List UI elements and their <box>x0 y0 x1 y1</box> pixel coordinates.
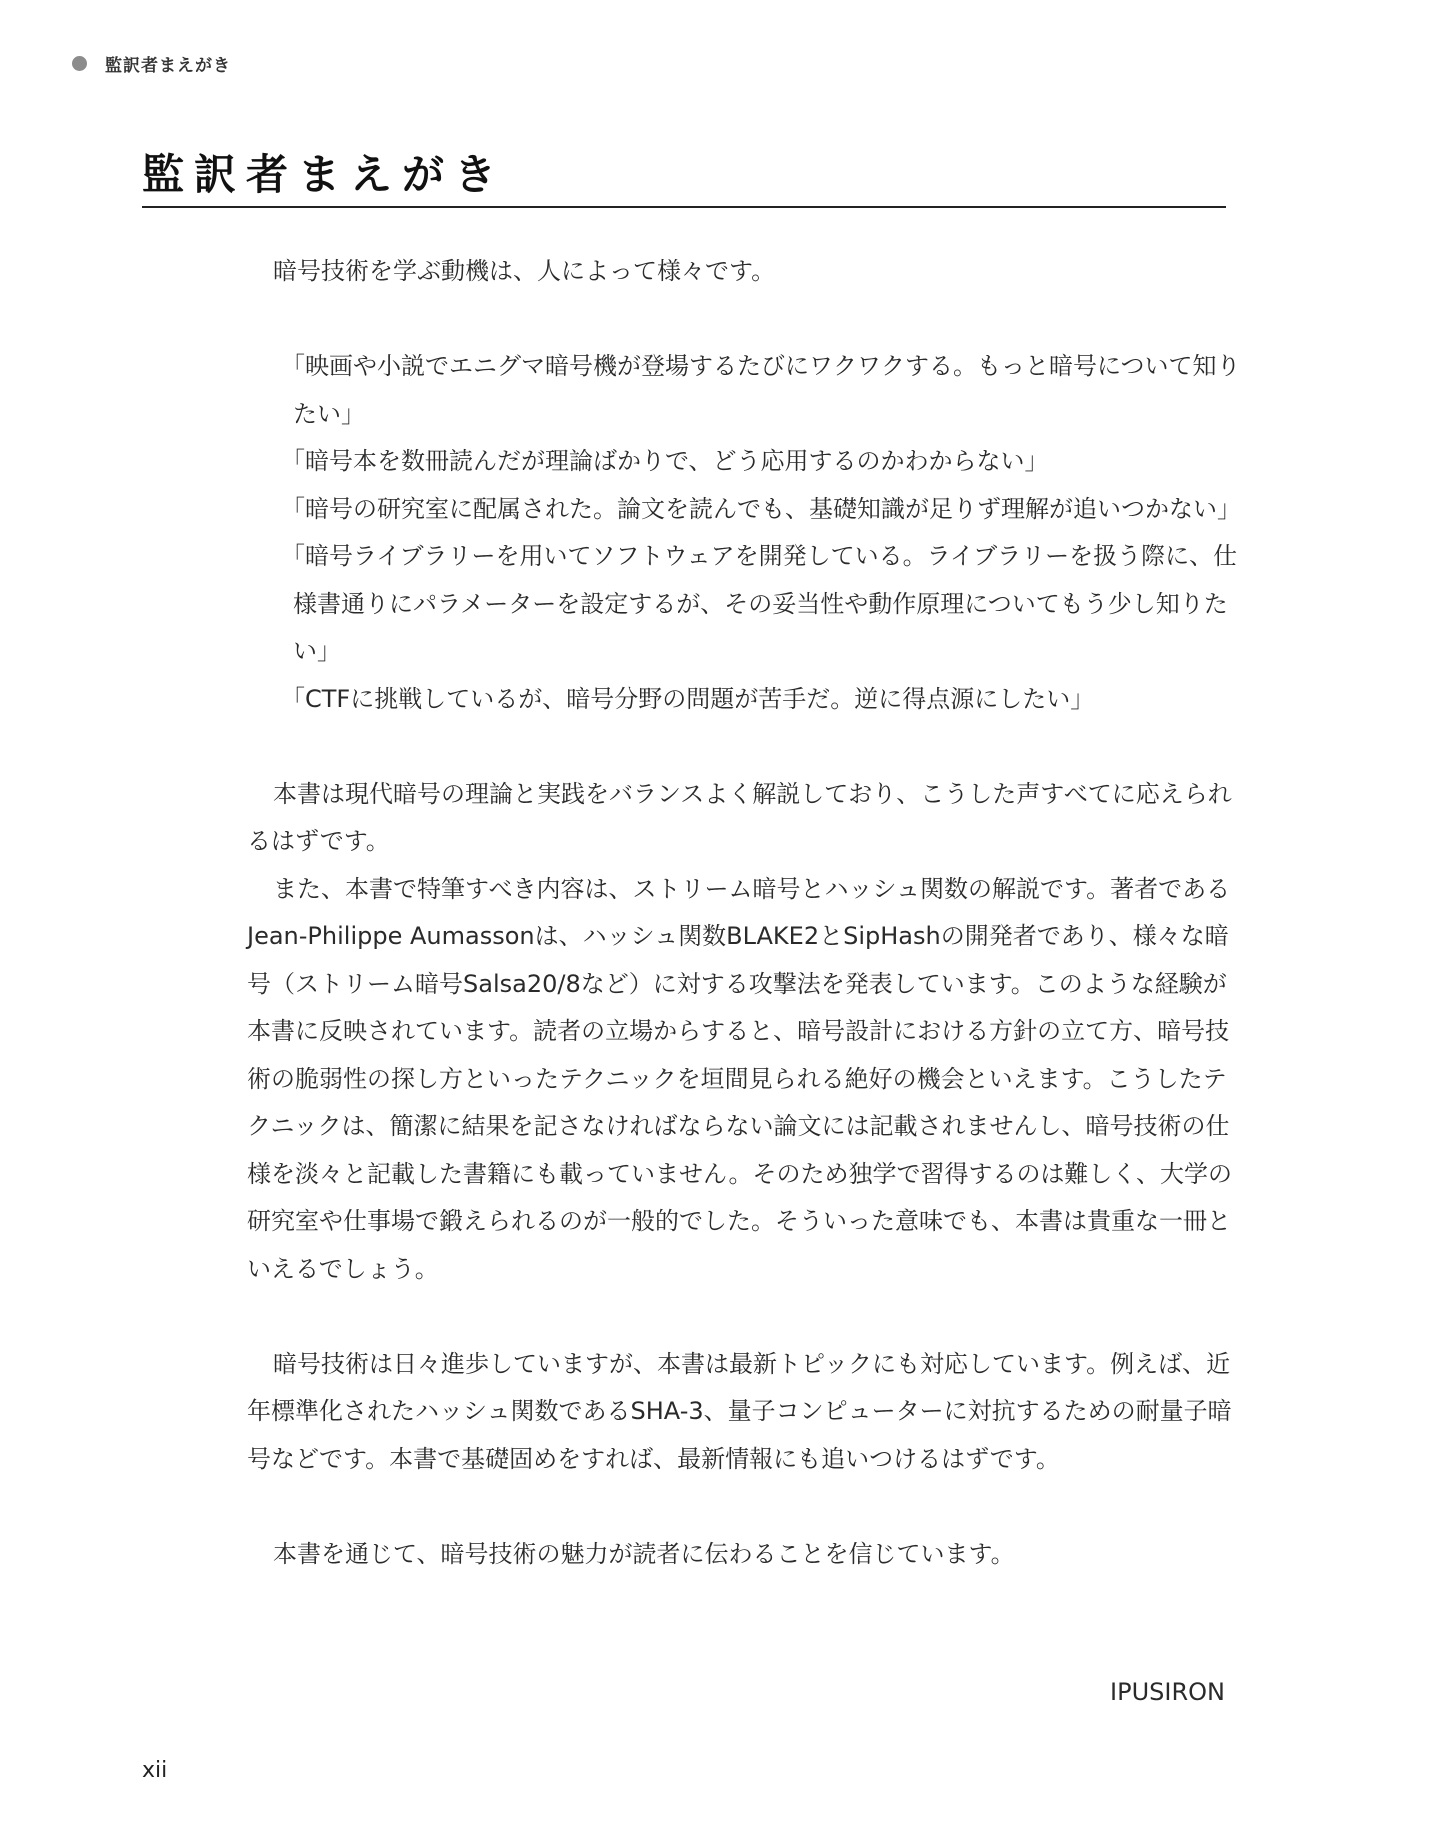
quote-1: 「映画や小説でエニグマ暗号機が登場するたびにワクワクする。もっと暗号について知りたい」 <box>281 352 1241 428</box>
intro-paragraph: 暗号技術を学ぶ動機は、人によって様々です。 <box>273 257 776 285</box>
title-underline <box>142 206 1226 208</box>
quote-4: 「暗号ライブラリーを用いてソフトウェアを開発している。ライブラリーを扱う際に、仕様書通りにパラメーターを設定するが、その妥当性や動作原理についてもう少し知りたい」 <box>281 542 1238 665</box>
quote-3: 「暗号の研究室に配属された。論文を読んでも、基礎知識が足りず理解が追いつかない」 <box>281 494 1241 523</box>
paragraph-1: 本書は現代暗号の理論と実践をバランスよく解説しており、こうした声すべてに応えられるはずです。 <box>247 779 1232 855</box>
paragraph-spacer <box>247 1293 1242 1341</box>
paragraph-4: 本書を通じて、暗号技術の魅力が読者に伝わることを信じています。 <box>273 1539 1015 1568</box>
chapter-title: 監訳者まえがき <box>142 150 507 199</box>
paragraph-2: また、本書で特筆すべき内容は、ストリーム暗号とハッシュ関数の解説です。著者であるJean-Philippe Aumassonは、ハッシュ関数BLAKE2とSipHashの開発者であり、様々な暗号（ストリーム暗号Salsa20/8など）に対する攻撃法を発表しています。このような経験が本書に反映されています。読者の立場からすると、暗号設計における方針の立て方、暗号技術の脆弱性の探し方といったテクニックを垣間見られる絶好の機会といえます。こうしたテクニックは、簡潔に結果を記さなければならない論文には記載されませんし、暗号技術の仕様を淡々と記載した書籍にも載っていません。そのため独学で習得するのは難しく、大学の研究室や仕事場で鍛えられるのが一般的でした。そういった意味でも、本書は貴重な一冊といえるでしょう。 <box>247 874 1232 1283</box>
bullet-dot-icon <box>72 56 87 71</box>
running-head <box>72 52 231 74</box>
quote-5: 「CTFに挑戦しているが、暗号分野の問題が苦手だ。逆に得点源にしたい」 <box>281 684 1095 713</box>
author-signature: IPUSIRON <box>1110 1678 1225 1706</box>
body-text <box>247 248 1242 1578</box>
quote-2: 「暗号本を数冊読んだが理論ばかりで、どう応用するのかわからない」 <box>281 447 1049 475</box>
paragraph-3: 暗号技術は日々進歩していますが、本書は最新トピックにも対応しています。例えば、近年標準化されたハッシュ関数であるSHA-3、量子コンピューターに対抗するための耐量子暗号などです。本書で基礎固めをすれば、最新情報にも追いつけるはずです。 <box>247 1349 1232 1473</box>
running-head-title: 監訳者まえがき <box>105 55 231 76</box>
paragraph-spacer <box>247 296 1242 344</box>
paragraph-spacer <box>247 723 1242 771</box>
paragraph-spacer <box>247 1483 1242 1531</box>
page-number: xii <box>142 1758 168 1783</box>
